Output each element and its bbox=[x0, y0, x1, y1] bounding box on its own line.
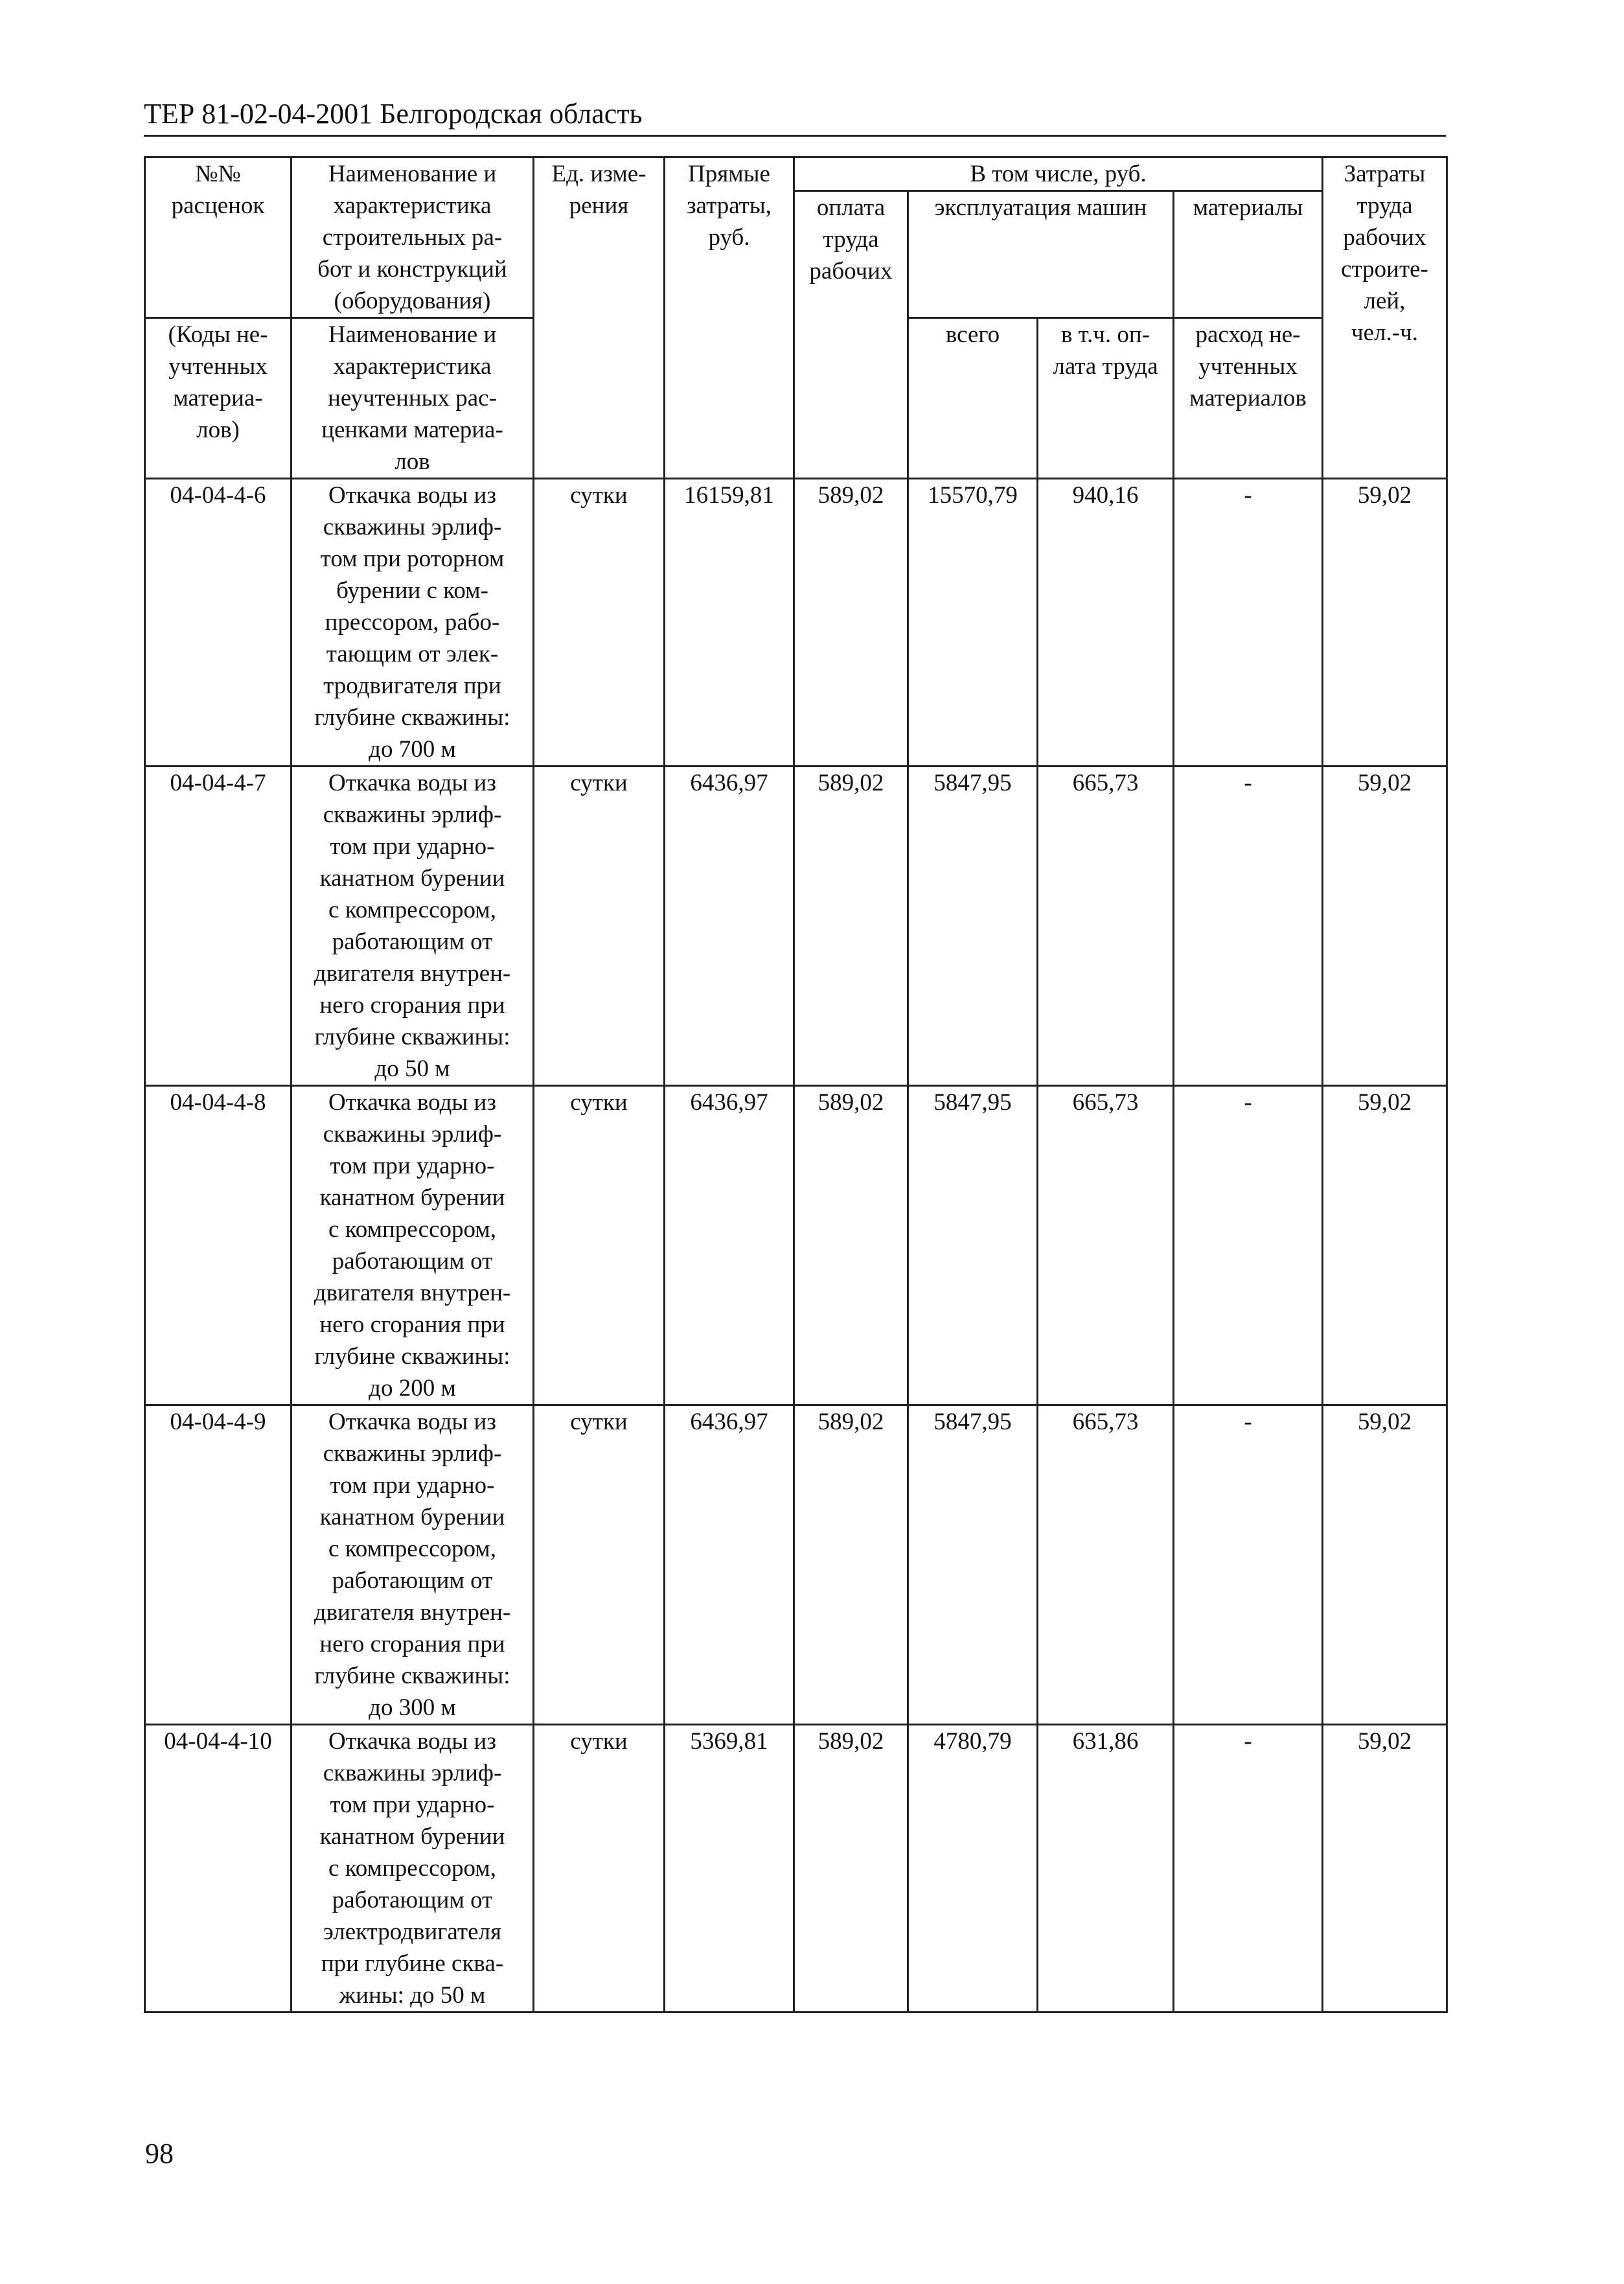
description-line: него сгорания при bbox=[319, 992, 505, 1019]
description-line: глубине скважины: bbox=[314, 1663, 510, 1689]
table-body bbox=[145, 479, 1447, 2013]
description-line: тродвигателя при bbox=[323, 673, 501, 699]
materials-cell: - bbox=[1174, 1725, 1323, 2013]
header-line: чел.-ч. bbox=[1351, 319, 1418, 346]
description-line: скважины эрлиф- bbox=[323, 514, 502, 540]
document-title: ТЕР 81-02-04-2001 Белгородская область bbox=[144, 98, 643, 130]
header-unit bbox=[534, 157, 665, 479]
description-line: тающим от элек- bbox=[326, 641, 499, 667]
header-line: неучтенных рас- bbox=[328, 385, 497, 411]
header-machines-total: всего bbox=[908, 318, 1038, 479]
description-line: том при роторном bbox=[320, 546, 505, 572]
labor-cost-cell: 59,02 bbox=[1323, 1405, 1447, 1725]
description-line: скважины эрлиф- bbox=[323, 1760, 502, 1786]
labor-cost-cell: 59,02 bbox=[1323, 479, 1447, 767]
header-line: в т.ч. оп- bbox=[1060, 321, 1150, 348]
header-line: Наименование и bbox=[328, 161, 497, 187]
description-line: глубине скважины: bbox=[314, 1343, 510, 1370]
direct-costs-cell: 5369,81 bbox=[665, 1725, 794, 2013]
direct-costs-cell: 6436,97 bbox=[665, 767, 794, 1086]
table-header-row-1 bbox=[145, 157, 1447, 191]
description-line: Откачка воды из bbox=[328, 1409, 496, 1435]
rate-description bbox=[292, 767, 534, 1086]
rate-description bbox=[292, 479, 534, 767]
description-line: скважины эрлиф- bbox=[323, 1440, 502, 1467]
header-line: Прямые bbox=[688, 161, 770, 187]
header-line: (Коды не- bbox=[168, 321, 268, 348]
description-line: двигателя внутрен- bbox=[314, 960, 511, 987]
description-line: скважины эрлиф- bbox=[323, 802, 502, 828]
rate-code: 04-04-4-8 bbox=[145, 1086, 292, 1405]
table-row bbox=[145, 1725, 1447, 2013]
description-line: глубине скважины: bbox=[314, 704, 510, 731]
labor-cost-cell: 59,02 bbox=[1323, 1086, 1447, 1405]
description-line: него сгорания при bbox=[319, 1631, 505, 1657]
description-line: электродвигателя bbox=[323, 1919, 501, 1945]
table-row bbox=[145, 479, 1447, 767]
header-line: труда bbox=[1356, 192, 1413, 219]
description-line: работающим от bbox=[332, 1248, 493, 1275]
header-line: учтенных bbox=[168, 353, 268, 380]
description-line: с компрессором, bbox=[328, 1216, 496, 1243]
description-line: Откачка воды из bbox=[328, 482, 496, 509]
header-line: лов) bbox=[196, 417, 240, 443]
description-line: том при ударно- bbox=[330, 833, 495, 860]
table-row bbox=[145, 1086, 1447, 1405]
machines-labor-cell: 665,73 bbox=[1038, 1086, 1174, 1405]
description-line: Откачка воды из bbox=[328, 1089, 496, 1116]
header-line: лей, bbox=[1364, 288, 1406, 314]
header-line: строите- bbox=[1341, 256, 1428, 283]
unit-cell: сутки bbox=[534, 1725, 665, 2013]
header-group: В том числе, руб. bbox=[794, 157, 1323, 191]
labor-pay-cell: 589,02 bbox=[794, 1405, 908, 1725]
description-line: канатном бурении bbox=[319, 1504, 505, 1530]
header-line: лов bbox=[395, 448, 430, 475]
machines-labor-cell: 665,73 bbox=[1038, 767, 1174, 1086]
rate-description bbox=[292, 1725, 534, 2013]
description-line: работающим от bbox=[332, 929, 493, 955]
machines-total-cell: 5847,95 bbox=[908, 1405, 1038, 1725]
header-line: (оборудования) bbox=[334, 288, 491, 314]
header-line: ценками материа- bbox=[321, 417, 503, 443]
description-line: до 200 м bbox=[369, 1375, 456, 1402]
header-direct-costs bbox=[665, 157, 794, 479]
description-line: него сгорания при bbox=[319, 1311, 505, 1338]
description-line: двигателя внутрен- bbox=[314, 1280, 511, 1306]
direct-costs-cell: 6436,97 bbox=[665, 1086, 794, 1405]
machines-labor-cell: 665,73 bbox=[1038, 1405, 1174, 1725]
header-line: Ед. изме- bbox=[551, 161, 646, 187]
unit-cell: сутки bbox=[534, 767, 665, 1086]
rate-code: 04-04-4-9 bbox=[145, 1405, 292, 1725]
header-line: рабочих bbox=[1343, 224, 1426, 251]
labor-cost-cell: 59,02 bbox=[1323, 1725, 1447, 2013]
header-name bbox=[292, 157, 534, 318]
header-line: рения bbox=[569, 192, 629, 219]
materials-cell: - bbox=[1174, 1405, 1323, 1725]
materials-cell: - bbox=[1174, 1086, 1323, 1405]
header-code bbox=[145, 157, 292, 318]
header-materials: материалы bbox=[1174, 191, 1323, 318]
header-line: затраты, bbox=[687, 192, 772, 219]
description-line: том при ударно- bbox=[330, 1153, 495, 1179]
header-labor-pay bbox=[794, 191, 908, 479]
machines-labor-cell: 940,16 bbox=[1038, 479, 1174, 767]
rate-code: 04-04-4-7 bbox=[145, 767, 292, 1086]
header-line: материа- bbox=[173, 385, 263, 411]
header-line: Наименование и bbox=[328, 321, 497, 348]
labor-pay-cell: 589,02 bbox=[794, 479, 908, 767]
description-line: двигателя внутрен- bbox=[314, 1599, 511, 1626]
rate-description bbox=[292, 1086, 534, 1405]
header-line: руб. bbox=[708, 224, 750, 251]
description-line: работающим от bbox=[332, 1887, 493, 1913]
description-line: скважины эрлиф- bbox=[323, 1121, 502, 1148]
unit-cell: сутки bbox=[534, 1405, 665, 1725]
machines-total-cell: 15570,79 bbox=[908, 479, 1038, 767]
description-line: с компрессором, bbox=[328, 1536, 496, 1562]
description-line: до 300 м bbox=[369, 1694, 456, 1721]
rate-description bbox=[292, 1405, 534, 1725]
description-line: канатном бурении bbox=[319, 1823, 505, 1850]
page-number: 98 bbox=[145, 2138, 174, 2169]
description-line: глубине скважины: bbox=[314, 1024, 510, 1050]
header-line: лата труда bbox=[1053, 353, 1158, 380]
labor-pay-cell: 589,02 bbox=[794, 767, 908, 1086]
header-line: оплата bbox=[816, 194, 886, 221]
rate-code: 04-04-4-6 bbox=[145, 479, 292, 767]
header-line: строительных ра- bbox=[322, 224, 503, 251]
machines-labor-cell: 631,86 bbox=[1038, 1725, 1174, 2013]
direct-costs-cell: 6436,97 bbox=[665, 1405, 794, 1725]
description-line: с компрессором, bbox=[328, 1855, 496, 1882]
header-materials-extra bbox=[1174, 318, 1323, 479]
header-code-extra bbox=[145, 318, 292, 479]
table-row bbox=[145, 767, 1447, 1086]
unit-cell: сутки bbox=[534, 479, 665, 767]
machines-total-cell: 5847,95 bbox=[908, 767, 1038, 1086]
header-line: учтенных bbox=[1198, 353, 1298, 380]
header-line: материалов bbox=[1189, 385, 1307, 411]
header-line: рабочих bbox=[809, 258, 893, 284]
header-machines: эксплуатация машин bbox=[908, 191, 1174, 318]
header-line: характеристика bbox=[333, 353, 492, 380]
description-line: бурении с ком- bbox=[336, 577, 488, 604]
header-labor-cost bbox=[1323, 157, 1447, 479]
description-line: том при ударно- bbox=[330, 1472, 495, 1499]
header-line: бот и конструкций bbox=[317, 256, 507, 283]
materials-cell: - bbox=[1174, 479, 1323, 767]
description-line: Откачка воды из bbox=[328, 1728, 496, 1755]
header-line: труда bbox=[823, 226, 879, 253]
unit-cell: сутки bbox=[534, 1086, 665, 1405]
direct-costs-cell: 16159,81 bbox=[665, 479, 794, 767]
header-line: характеристика bbox=[333, 192, 492, 219]
description-line: канатном бурении bbox=[319, 1184, 505, 1211]
description-line: до 700 м bbox=[369, 736, 456, 763]
description-line: прессором, рабо- bbox=[325, 609, 500, 636]
header-name-extra bbox=[292, 318, 534, 479]
header-line: Затраты bbox=[1344, 161, 1426, 187]
description-line: жины: до 50 м bbox=[339, 1982, 486, 2009]
table-row bbox=[145, 1405, 1447, 1725]
materials-cell: - bbox=[1174, 767, 1323, 1086]
description-line: до 50 м bbox=[374, 1055, 450, 1082]
machines-total-cell: 4780,79 bbox=[908, 1725, 1038, 2013]
description-line: Откачка воды из bbox=[328, 770, 496, 796]
description-line: при глубине сква- bbox=[321, 1950, 504, 1977]
labor-pay-cell: 589,02 bbox=[794, 1725, 908, 2013]
description-line: с компрессором, bbox=[328, 897, 496, 923]
page-header bbox=[144, 97, 1446, 137]
rates-table bbox=[144, 156, 1448, 2013]
description-line: работающим от bbox=[332, 1567, 493, 1594]
header-machines-labor bbox=[1038, 318, 1174, 479]
description-line: канатном бурении bbox=[319, 865, 505, 892]
header-line: расход не- bbox=[1195, 321, 1301, 348]
description-line: том при ударно- bbox=[330, 1792, 495, 1818]
header-line: №№ bbox=[195, 161, 241, 187]
rate-code: 04-04-4-10 bbox=[145, 1725, 292, 2013]
labor-cost-cell: 59,02 bbox=[1323, 767, 1447, 1086]
header-line: расценок bbox=[171, 192, 265, 219]
labor-pay-cell: 589,02 bbox=[794, 1086, 908, 1405]
machines-total-cell: 5847,95 bbox=[908, 1086, 1038, 1405]
